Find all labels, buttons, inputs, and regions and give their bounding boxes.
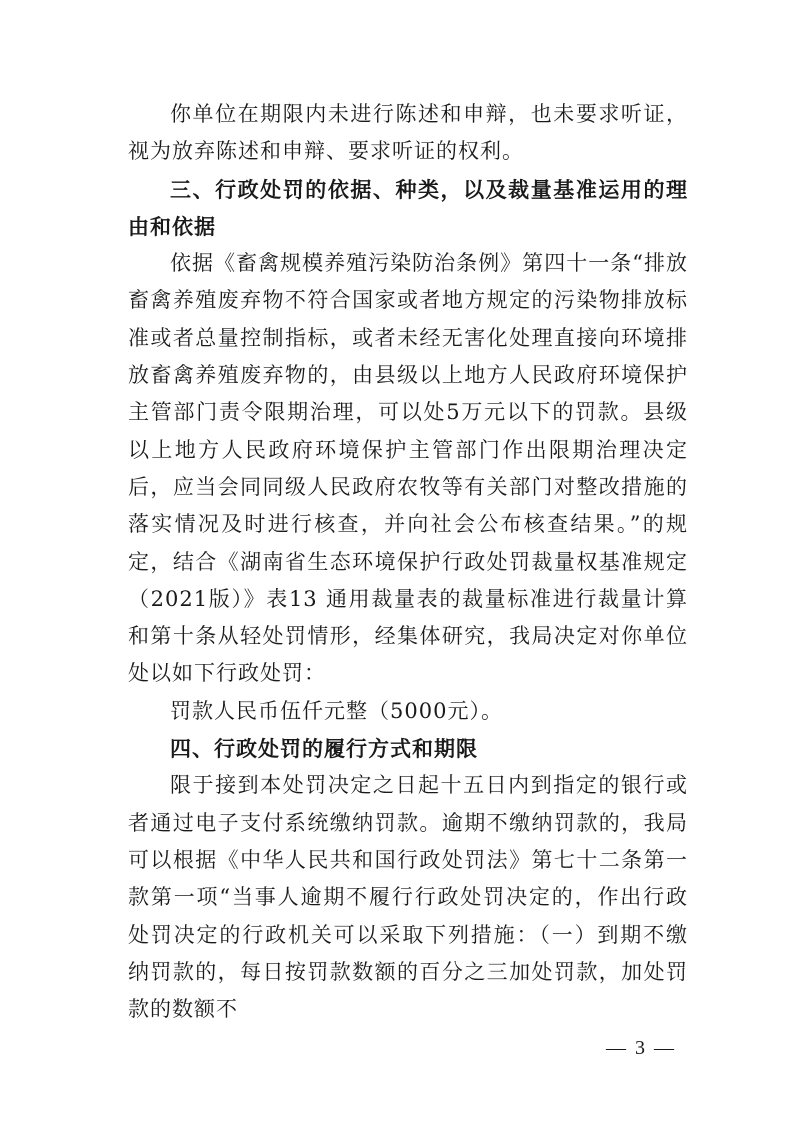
payment-terms-paragraph: 限于接到本处罚决定之日起十五日内到指定的银行或者通过电子支付系统缴纳罚款。逾期不缴纳罚款的，我局可以根据《中华人民共和国行政处罚法》第七十二条第一款第一项“当事人逾期不履行行政处罚决定的，作出行政处罚决定的行政机关可以采取下列措施：（一）到期不缴纳罚款的，每日按罚款数额的百分之三加处罚款，加处罚款的数额不	[128, 773, 688, 1022]
fine-amount-paragraph: 罚款人民币伍仟元整（5000元）。	[170, 698, 503, 723]
section-heading-penalty-basis: 三、行政处罚的依据、种类，以及裁量基准运用的理由和依据	[128, 176, 688, 239]
document-body	[128, 96, 688, 1028]
legal-basis-paragraph: 依据《畜禽规模养殖污染防治条例》第四十一条“排放畜禽养殖废弃物不符合国家或者地方规定的污染物排放标准或者总量控制指标，或者未经无害化处理直接向环境排放畜禽养殖废弃物的，由县级以上地方人民政府环境保护主管部门责令限期治理，可以处5万元以下的罚款。县级以上地方人民政府环境保护主管部门作出限期治理决定后，应当会同同级人民政府农牧等有关部门对整改措施的落实情况及时进行核查，并向社会公布核查结果。”的规定，结合《湖南省生态环境保护行政处罚裁量权基准规定（2021版）》表13 通用裁量表的裁量标准进行裁量计算和第十条从轻处罚情形，经集体研究，我局决定对你单位处以如下行政处罚：	[128, 251, 688, 686]
section-heading-performance: 四、行政处罚的履行方式和期限	[170, 736, 478, 762]
page-number: — 3 —	[606, 1037, 676, 1059]
hearing-waiver-paragraph: 你单位在期限内未进行陈述和申辩，也未要求听证，视为放弃陈述和申辩、要求听证的权利。	[128, 102, 688, 164]
